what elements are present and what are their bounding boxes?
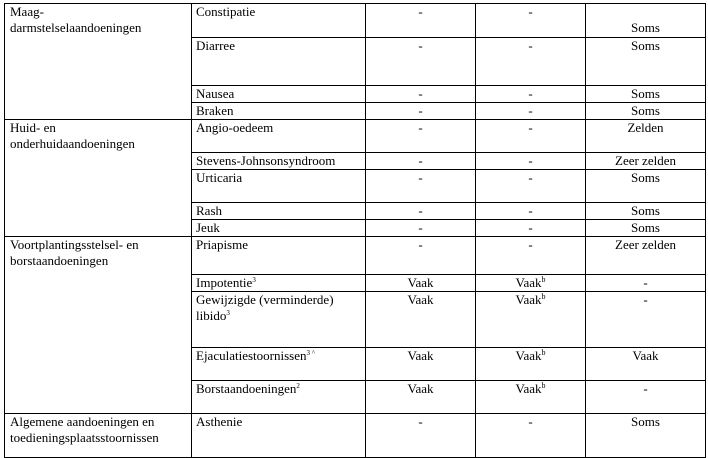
term-label: Gewijzigde (verminderde) <box>196 292 334 307</box>
footnote-ref: b <box>541 348 546 357</box>
value-cell: - <box>476 220 586 237</box>
term-cell: Jeuk <box>192 220 366 237</box>
term-cell <box>192 381 366 414</box>
organ-class-line: darmstelselaandoeningen <box>10 20 142 35</box>
organ-class-line: onderhuidaandoeningen <box>10 136 135 151</box>
value-cell: Vaak <box>366 348 476 381</box>
value-cell: - <box>586 381 706 414</box>
table-row <box>5 237 706 275</box>
value-cell <box>476 292 586 348</box>
value-cell: - <box>476 120 586 153</box>
value-cell: - <box>366 203 476 220</box>
value-cell: - <box>366 120 476 153</box>
term-cell <box>192 292 366 348</box>
term-cell: Asthenie <box>192 414 366 458</box>
value-cell: Zeer zelden <box>586 153 706 170</box>
term-cell <box>192 348 366 381</box>
value-cell: Vaak <box>366 381 476 414</box>
value-cell <box>476 348 586 381</box>
table-row <box>5 4 706 38</box>
value-label: Vaak <box>515 348 542 363</box>
footnote-ref: b <box>541 275 546 284</box>
value-cell: - <box>476 170 586 203</box>
value-cell: - <box>366 103 476 120</box>
value-cell: Soms <box>586 86 706 103</box>
value-cell: - <box>586 292 706 348</box>
value-label: Vaak <box>515 381 542 396</box>
term-cell: Braken <box>192 103 366 120</box>
value-cell: Vaak <box>366 275 476 292</box>
value-cell: Vaak <box>366 292 476 348</box>
value-cell <box>476 381 586 414</box>
value-cell: - <box>366 170 476 203</box>
organ-class-line: Maag- <box>10 4 44 19</box>
value-cell: Vaak <box>586 348 706 381</box>
value-cell: - <box>476 153 586 170</box>
organ-class-line: Huid- en <box>10 120 56 135</box>
value-cell: Soms <box>586 220 706 237</box>
organ-class-cell <box>5 237 192 414</box>
organ-class-line: toedieningsplaatsstoornissen <box>10 430 159 445</box>
organ-class-cell <box>5 414 192 458</box>
table-row <box>5 120 706 153</box>
term-cell: Nausea <box>192 86 366 103</box>
organ-class-line: borstaandoeningen <box>10 253 109 268</box>
value-cell: Zeer zelden <box>586 237 706 275</box>
value-cell: - <box>586 275 706 292</box>
value-cell: - <box>476 38 586 86</box>
term-cell: Priapisme <box>192 237 366 275</box>
term-cell: Rash <box>192 203 366 220</box>
value-cell: - <box>366 414 476 458</box>
value-cell: - <box>476 86 586 103</box>
value-cell: Soms <box>586 203 706 220</box>
term-cell <box>192 275 366 292</box>
value-cell: Soms <box>586 170 706 203</box>
value-cell: Soms <box>586 38 706 86</box>
value-cell: Zelden <box>586 120 706 153</box>
term-label: Impotentie <box>196 275 253 290</box>
term-label: Ejaculatiestoornissen <box>196 348 307 363</box>
term-cell: Angio-oedeem <box>192 120 366 153</box>
value-cell: - <box>366 4 476 38</box>
value-cell: - <box>366 237 476 275</box>
organ-class-cell <box>5 4 192 120</box>
adverse-reactions-table <box>4 3 706 458</box>
organ-class-cell <box>5 120 192 237</box>
term-label: Borstaandoeningen <box>196 381 297 396</box>
term-label: libido <box>196 308 227 323</box>
term-cell: Urticaria <box>192 170 366 203</box>
value-cell: Soms <box>586 4 706 38</box>
value-cell: - <box>476 203 586 220</box>
term-cell: Diarree <box>192 38 366 86</box>
footnote-ref: 3 ^ <box>306 349 316 357</box>
value-label: Vaak <box>515 275 542 290</box>
value-cell: - <box>476 103 586 120</box>
footnote-ref: 3 <box>226 309 230 317</box>
value-cell: - <box>476 414 586 458</box>
value-cell: - <box>366 220 476 237</box>
footnote-ref: b <box>541 292 546 301</box>
term-cell: Stevens-Johnsonsyndroom <box>192 153 366 170</box>
term-cell: Constipatie <box>192 4 366 38</box>
value-cell: - <box>366 38 476 86</box>
value-cell: Soms <box>586 103 706 120</box>
value-label: Vaak <box>515 292 542 307</box>
footnote-ref: 3 <box>252 276 256 284</box>
value-cell: - <box>476 4 586 38</box>
value-cell: - <box>366 86 476 103</box>
value-cell <box>476 275 586 292</box>
organ-class-line: Voortplantingsstelsel- en <box>10 237 139 252</box>
footnote-ref: b <box>541 381 546 390</box>
value-cell: - <box>476 237 586 275</box>
value-cell: Soms <box>586 414 706 458</box>
table-row <box>5 414 706 458</box>
organ-class-line: Algemene aandoeningen en <box>10 414 155 429</box>
footnote-ref: 2 <box>296 382 300 390</box>
value-cell: - <box>366 153 476 170</box>
